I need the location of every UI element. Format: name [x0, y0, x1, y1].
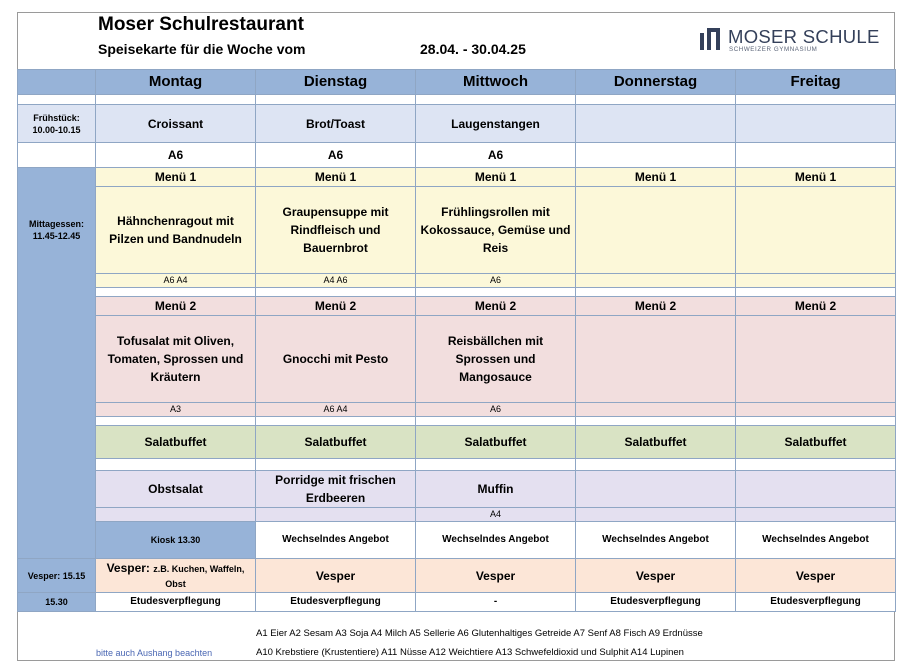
menu1-allergen: A6 A4	[96, 274, 256, 288]
menu1-label: Menü 1	[736, 168, 896, 187]
menu1-dish: Frühlingsrollen mit Kokossauce, Gemüse und Reis	[416, 187, 576, 274]
etudes-item: Etudesverpflegung	[256, 593, 416, 612]
corner-cell	[18, 70, 96, 95]
breakfast-item	[576, 105, 736, 143]
dessert-allergen	[256, 508, 416, 522]
allergen-legend-line2: A10 Krebstiere (Krustentiere) A11 Nüsse A12 Weichtiere A13 Schwefeldioxid und Sulphit A14 Lupinen	[256, 647, 684, 658]
salad-item: Salatbuffet	[736, 426, 896, 459]
spacer-cell	[736, 459, 896, 471]
kiosk-item: Wechselndes Angebot	[416, 522, 576, 559]
day-monday: Montag	[96, 70, 256, 95]
footer-note: bitte auch Aushang beachten	[96, 648, 213, 658]
spacer-cell	[18, 143, 96, 168]
breakfast-allergen: A6	[416, 143, 576, 168]
salad-item: Salatbuffet	[416, 426, 576, 459]
breakfast-allergen: A6	[96, 143, 256, 168]
menu2-dish	[576, 316, 736, 403]
menu1-label: Menü 1	[256, 168, 416, 187]
menu1-label: Menü 1	[96, 168, 256, 187]
menu1-dish	[736, 187, 896, 274]
week-dates: 28.04. - 30.04.25	[420, 41, 526, 57]
menu2-allergen: A6 A4	[256, 403, 416, 417]
dessert-allergen-row	[18, 508, 896, 522]
day-wednesday: Mittwoch	[416, 70, 576, 95]
logo-mark-icon	[700, 28, 722, 50]
salad-item: Salatbuffet	[256, 426, 416, 459]
menu2-label-row	[18, 297, 896, 316]
kiosk-item: Wechselndes Angebot	[736, 522, 896, 559]
breakfast-row	[18, 105, 896, 143]
menu1-dish: Graupensuppe mit Rindfleisch und Bauernbrot	[256, 187, 416, 274]
spacer-cell	[416, 288, 576, 297]
menu2-label: Menü 2	[736, 297, 896, 316]
spacer-cell	[576, 95, 736, 105]
spacer-cell	[736, 288, 896, 297]
dessert-item: Porridge mit frischen Erdbeeren	[256, 471, 416, 508]
etudes-item: Etudesverpflegung	[576, 593, 736, 612]
menu1-allergen: A6	[416, 274, 576, 288]
menu1-dish	[576, 187, 736, 274]
spacer-cell	[416, 459, 576, 471]
vesper-prefix: Vesper:	[106, 560, 150, 575]
school-logo	[700, 26, 880, 56]
menu2-dish: Tofusalat mit Oliven, Tomaten, Sprossen und Kräutern	[96, 316, 256, 403]
spacer-cell	[256, 288, 416, 297]
spacer-cell	[96, 95, 256, 105]
spacer-cell	[416, 95, 576, 105]
page-subtitle: Speisekarte für die Woche vom	[98, 41, 306, 57]
spacer-cell	[576, 288, 736, 297]
kiosk-item: Wechselndes Angebot	[256, 522, 416, 559]
vesper-item: Vesper	[416, 559, 576, 593]
spacer-cell	[576, 459, 736, 471]
day-thursday: Donnerstag	[576, 70, 736, 95]
dessert-allergen	[96, 508, 256, 522]
menu1-dish-row	[18, 187, 896, 274]
spacer-cell	[18, 95, 96, 105]
breakfast-item: Brot/Toast	[256, 105, 416, 143]
kiosk-item: Wechselndes Angebot	[576, 522, 736, 559]
spacer-cell	[96, 417, 256, 426]
dessert-allergen: A4	[416, 508, 576, 522]
menu2-allergen	[576, 403, 736, 417]
menu1-allergen	[736, 274, 896, 288]
menu1-dish: Hähnchenragout mit Pilzen und Bandnudeln	[96, 187, 256, 274]
breakfast-allergen	[736, 143, 896, 168]
label-breakfast: Frühstück: 10.00-10.15	[18, 105, 96, 143]
menu1-allergen	[576, 274, 736, 288]
logo-name: MOSER SCHULE	[728, 26, 880, 47]
spacer-cell	[256, 417, 416, 426]
menu1-label: Menü 1	[576, 168, 736, 187]
allergen-legend-line1: A1 Eier A2 Sesam A3 Soja A4 Milch A5 Sellerie A6 Glutenhaltiges Getreide A7 Senf A8 Fisch A9 Erdnüsse	[256, 628, 703, 639]
breakfast-item: Laugenstangen	[416, 105, 576, 143]
spacer-row	[18, 459, 896, 471]
spacer-cell	[416, 417, 576, 426]
spacer-row	[18, 417, 896, 426]
spacer-cell	[736, 417, 896, 426]
dessert-allergen	[736, 508, 896, 522]
etudes-item: Etudesverpflegung	[736, 593, 896, 612]
label-lunch: Mittagessen: 11.45-12.45	[18, 168, 96, 559]
salad-item: Salatbuffet	[576, 426, 736, 459]
spacer-cell	[576, 417, 736, 426]
spacer-row	[18, 288, 896, 297]
dessert-item	[576, 471, 736, 508]
menu2-label: Menü 2	[576, 297, 736, 316]
salad-row	[18, 426, 896, 459]
menu2-allergen	[736, 403, 896, 417]
kiosk-row	[18, 522, 896, 559]
label-etudes-time: 15.30	[18, 593, 96, 612]
dessert-allergen	[576, 508, 736, 522]
breakfast-item: Croissant	[96, 105, 256, 143]
spacer-cell	[96, 288, 256, 297]
spacer-cell	[256, 459, 416, 471]
spacer-cell	[96, 459, 256, 471]
breakfast-allergen: A6	[256, 143, 416, 168]
day-tuesday: Dienstag	[256, 70, 416, 95]
menu2-allergen-row	[18, 403, 896, 417]
vesper-item: Vesper	[576, 559, 736, 593]
menu1-label: Menü 1	[416, 168, 576, 187]
menu2-label: Menü 2	[256, 297, 416, 316]
salad-item: Salatbuffet	[96, 426, 256, 459]
breakfast-item	[736, 105, 896, 143]
menu2-dish	[736, 316, 896, 403]
vesper-item: Vesper	[256, 559, 416, 593]
menu2-dish: Reisbällchen mit Sprossen und Mangosauce	[416, 316, 576, 403]
vesper-monday	[96, 559, 256, 593]
dessert-row	[18, 471, 896, 508]
vesper-item: Vesper	[736, 559, 896, 593]
menu1-label-row	[18, 168, 896, 187]
day-header-row	[18, 70, 896, 95]
vesper-detail: z.B. Kuchen, Waffeln, Obst	[153, 563, 245, 589]
dessert-item: Obstsalat	[96, 471, 256, 508]
etudes-item: -	[416, 593, 576, 612]
menu2-dish: Gnocchi mit Pesto	[256, 316, 416, 403]
spacer-row	[18, 95, 896, 105]
day-friday: Freitag	[736, 70, 896, 95]
label-vesper: Vesper: 15.15	[18, 559, 96, 593]
menu2-allergen: A6	[416, 403, 576, 417]
etudes-row	[18, 593, 896, 612]
menu2-label: Menü 2	[416, 297, 576, 316]
logo-subtitle: SCHWEIZER GYMNASIUM	[729, 46, 818, 53]
dessert-item	[736, 471, 896, 508]
spacer-cell	[736, 95, 896, 105]
menu-table	[17, 69, 896, 612]
breakfast-allergen-row	[18, 143, 896, 168]
menu2-dish-row	[18, 316, 896, 403]
menu1-allergen-row	[18, 274, 896, 288]
menu1-allergen: A4 A6	[256, 274, 416, 288]
dessert-item: Muffin	[416, 471, 576, 508]
menu2-allergen: A3	[96, 403, 256, 417]
spacer-cell	[256, 95, 416, 105]
etudes-item: Etudesverpflegung	[96, 593, 256, 612]
breakfast-allergen	[576, 143, 736, 168]
vesper-row	[18, 559, 896, 593]
label-kiosk: Kiosk 13.30	[96, 522, 256, 559]
menu2-label: Menü 2	[96, 297, 256, 316]
page-title: Moser Schulrestaurant	[98, 14, 304, 35]
